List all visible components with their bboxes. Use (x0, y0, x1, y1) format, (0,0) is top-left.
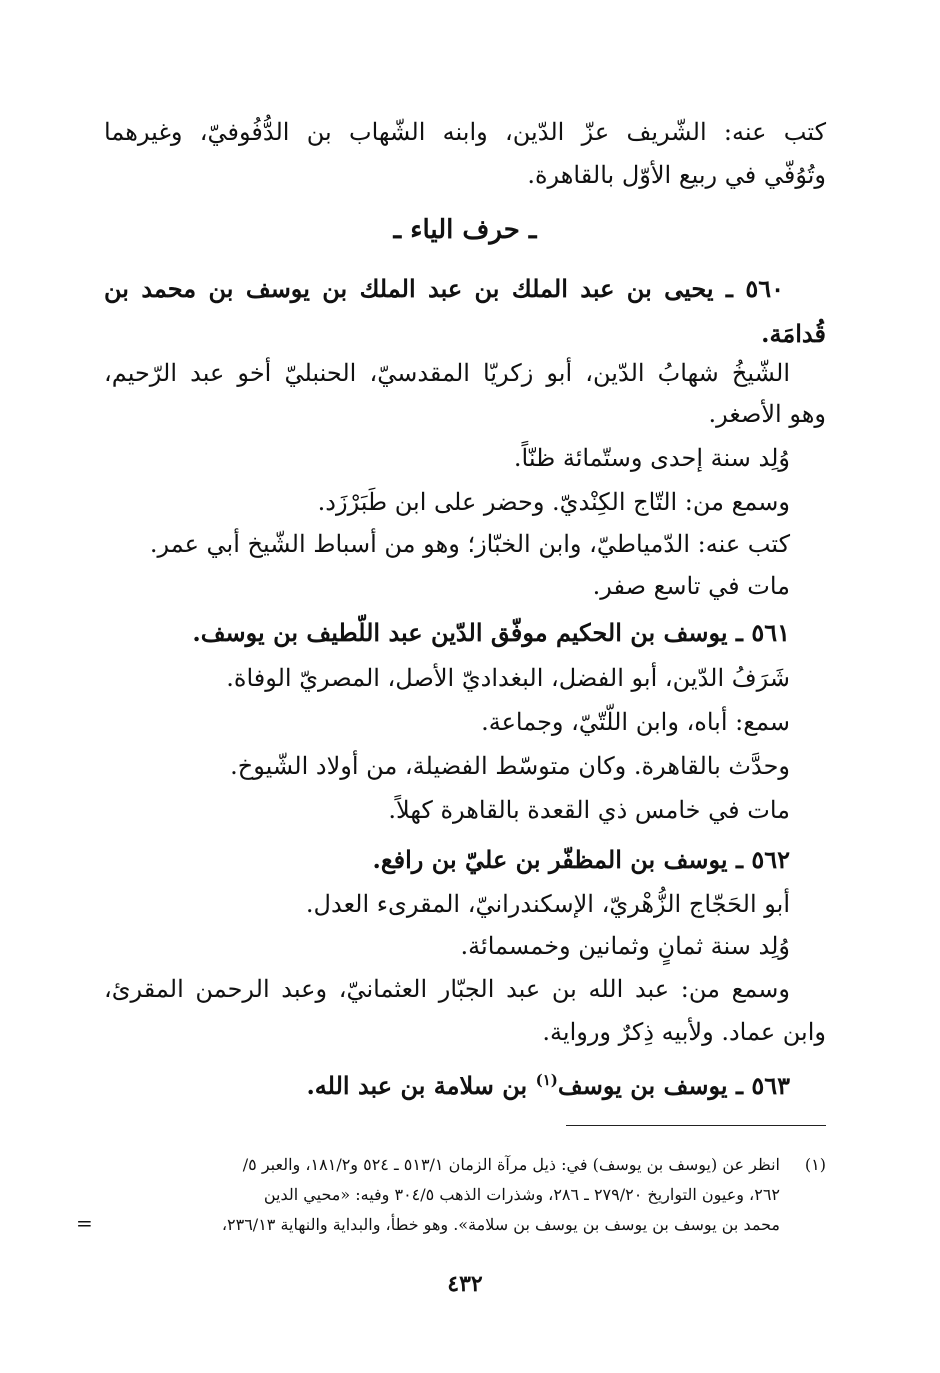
text-line: شَرَفُ الدّين، أبو الفضل، البغداديّ الأصل، المصريّ الوفاة. (226, 664, 790, 692)
text-line: وهو الأصغر. (708, 400, 826, 428)
text-line: وتُوُفّي في ربيع الأوّل بالقاهرة. (527, 161, 826, 189)
footnote-reference[interactable]: (١) (535, 1071, 558, 1089)
text-line: وُلِد سنة ثمانٍ وثمانين وخمسمائة. (460, 932, 790, 960)
text-line: وابن عماد. ولأبيه ذِكرٌ ورواية. (542, 1018, 826, 1046)
text-line: الشّيخُ شهابُ الدّين، أبو زكريّا المقدسيّ، الحنبليّ أخو عبد الرّحيم، (104, 359, 790, 387)
text-line: مات في تاسع صفر. (592, 572, 790, 600)
continuation-mark: = (76, 1211, 93, 1235)
page-number: ٤٣٢ (447, 1271, 483, 1297)
section-heading: ـ حرف الياء ـ (393, 215, 537, 245)
text-line: كتب عنه: الدّمياطيّ، وابن الخبّاز؛ وهو من أسباط الشّيخ أبي عمر. (149, 530, 790, 558)
text-line: سمع: أباه، وابن اللّتّيّ، وجماعة. (481, 708, 790, 736)
text-line: وسمع من: التّاج الكِنْديّ. وحضر على ابن طَبَرْزَد. (317, 488, 790, 516)
text-line: وسمع من: عبد الله بن عبد الجبّار العثمانيّ، وعبد الرحمن المقرئ، (104, 975, 790, 1003)
footnote-line: انظر عن (يوسف بن يوسف) في: ذيل مرآة الزمان ٥١٣/١ ـ ٥٢٤ و١٨١/٢، والعبر ٥/ (242, 1155, 780, 1174)
footnote-marker: (١) (804, 1155, 826, 1174)
entry-563-title-part1: ٥٦٣ ـ يوسف بن يوسف (557, 1071, 790, 1100)
text-line: كتب عنه: الشّريف عزّ الدّين، وابنه الشّهاب بن الدُّفُوفيّ، وغيرهما (104, 118, 826, 146)
entry-560-title-cont: قُدامَة. (761, 319, 826, 348)
text-line: أبو الحَجّاج الزُّهْريّ، الإسكندرانيّ، المقرىء العدل. (305, 890, 790, 918)
entry-562-title: ٥٦٢ ـ يوسف بن المظفّر بن عليّ بن رافع. (372, 845, 790, 874)
entry-561-title: ٥٦١ ـ يوسف بن الحكيم موفّق الدّين عبد اللّطيف بن يوسف. (192, 618, 790, 647)
text-line: وُلِد سنة إحدى وستّمائة ظنّاً. (513, 444, 790, 472)
footnote-separator (566, 1125, 826, 1126)
entry-560-title: ٥٦٠ ـ يحيى بن عبد الملك بن عبد الملك بن يوسف بن محمد بن (104, 274, 784, 303)
footnote-line: ٢٦٢، وعيون التواريخ ٢٧٩/٢٠ ـ ٢٨٦، وشذرات الذهب ٣٠٤/٥ وفيه: «محيي الدين (263, 1185, 780, 1204)
footnote-line: محمد بن يوسف بن يوسف بن يوسف بن سلامة». وهو خطأ، والبداية والنهاية ٢٣٦/١٣، (221, 1215, 780, 1234)
entry-563-title-part2: بن سلامة بن عبد الله. (306, 1071, 528, 1100)
entry-563-title (104, 1062, 790, 1104)
text-line: وحدَّث بالقاهرة. وكان متوسّط الفضيلة، من أولاد الشّيوخ. (230, 752, 790, 780)
text-line: مات في خامس ذي القعدة بالقاهرة كهلاً. (388, 796, 790, 824)
